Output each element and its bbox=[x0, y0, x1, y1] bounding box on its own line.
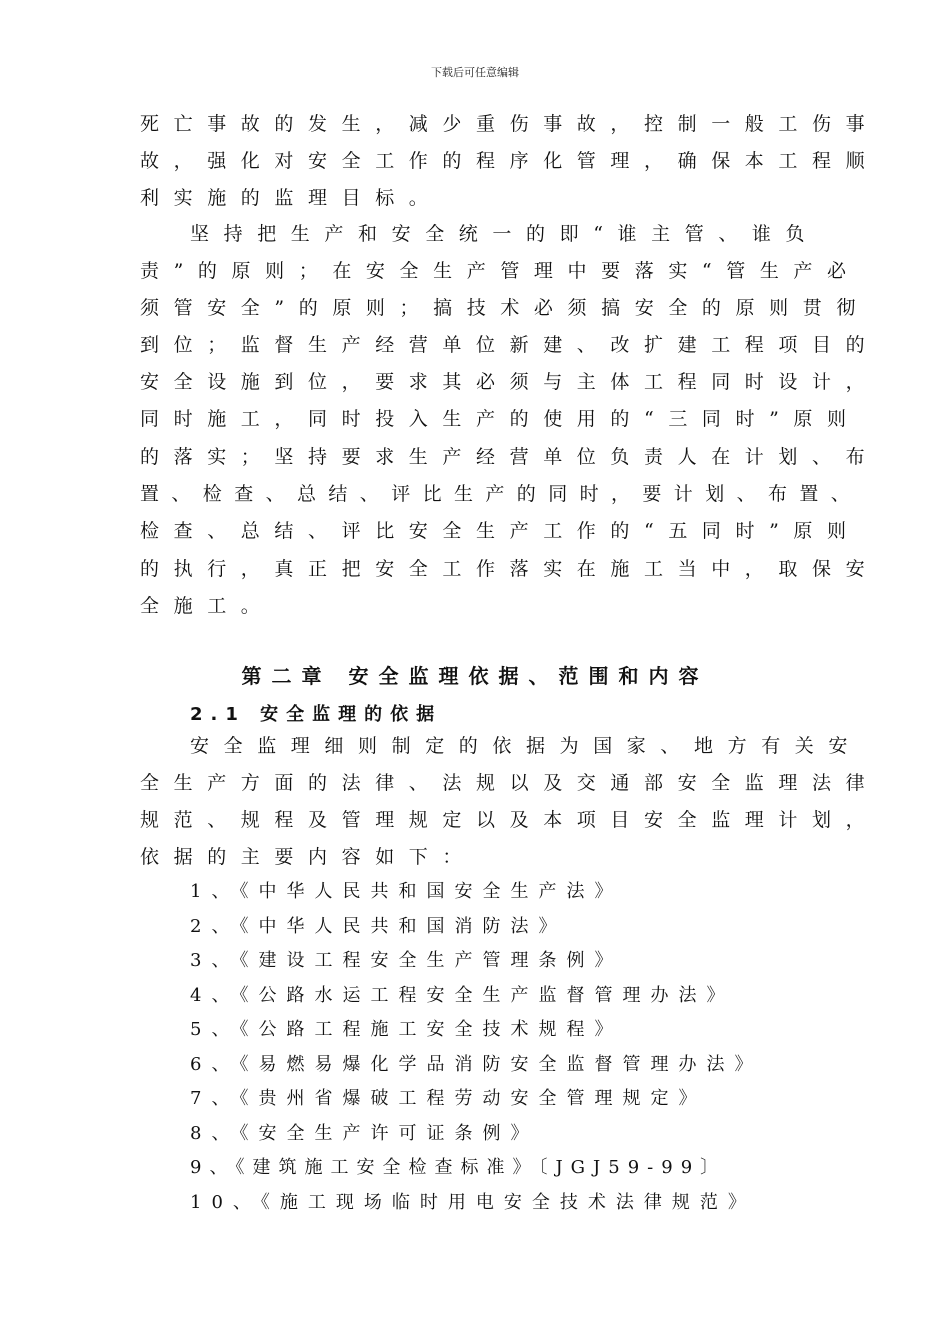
list-item: 10、《施工现场临时用电安全技术法律规范》 bbox=[190, 1192, 756, 1213]
paragraph-line: 到位；监督生产经营单位新建、改扩建工程项目的 bbox=[140, 334, 880, 356]
paragraph-line: 坚持把生产和安全统一的即“谁主管、谁负 bbox=[190, 223, 820, 245]
list-item: 9、《建筑施工安全检查标准》〔JGJ59-99〕 bbox=[190, 1157, 727, 1178]
paragraph-line: 的落实；坚持要求生产经营单位负责人在计划、布 bbox=[140, 446, 880, 468]
section-title: 2.1 安全监理的依据 bbox=[190, 704, 443, 725]
paragraph-line: 死亡事故的发生，减少重伤事故，控制一般工伤事 bbox=[140, 113, 880, 135]
paragraph-line: 检查、总结、评比安全生产工作的“五同时”原则 bbox=[140, 520, 861, 542]
list-item: 3、《建设工程安全生产管理条例》 bbox=[190, 950, 623, 971]
list-item: 8、《安全生产许可证条例》 bbox=[190, 1123, 539, 1144]
header-note: 下载后可任意编辑 bbox=[431, 66, 519, 79]
chapter-title: 第二章 安全监理依据、范围和内容 bbox=[241, 664, 709, 688]
paragraph-line: 同时施工，同时投入生产的使用的“三同时”原则 bbox=[140, 408, 861, 430]
paragraph-line: 依据的主要内容如下： bbox=[140, 846, 477, 868]
paragraph-line: 故，强化对安全工作的程序化管理，确保本工程顺 bbox=[140, 150, 880, 172]
list-item: 1、《中华人民共和国安全生产法》 bbox=[190, 881, 623, 902]
paragraph-line: 全生产方面的法律、法规以及交通部安全监理法律 bbox=[140, 772, 880, 794]
paragraph-line: 安全监理细则制定的依据为国家、地方有关安 bbox=[190, 735, 863, 757]
list-item: 7、《贵州省爆破工程劳动安全管理规定》 bbox=[190, 1088, 707, 1109]
list-item: 4、《公路水运工程安全生产监督管理办法》 bbox=[190, 985, 735, 1006]
paragraph-line: 规范、规程及管理规定以及本项目安全监理计划， bbox=[140, 809, 880, 831]
paragraph-line: 责”的原则；在安全生产管理中要落实“管生产必 bbox=[140, 260, 861, 282]
paragraph-line: 置、检查、总结、评比生产的同时，要计划、布置、 bbox=[140, 483, 863, 505]
paragraph-line: 安全设施到位，要求其必须与主体工程同时设计， bbox=[140, 371, 880, 393]
paragraph-line: 须管安全”的原则；搞技术必须搞安全的原则贯彻 bbox=[140, 297, 870, 319]
list-item: 5、《公路工程施工安全技术规程》 bbox=[190, 1019, 623, 1040]
list-item: 6、《易燃易爆化学品消防安全监督管理办法》 bbox=[190, 1054, 763, 1075]
list-item: 2、《中华人民共和国消防法》 bbox=[190, 916, 567, 937]
paragraph-line: 全施工。 bbox=[140, 595, 275, 617]
paragraph-line: 利实施的监理目标。 bbox=[140, 187, 443, 209]
paragraph-line: 的执行，真正把安全工作落实在施工当中，取保安 bbox=[140, 558, 880, 580]
